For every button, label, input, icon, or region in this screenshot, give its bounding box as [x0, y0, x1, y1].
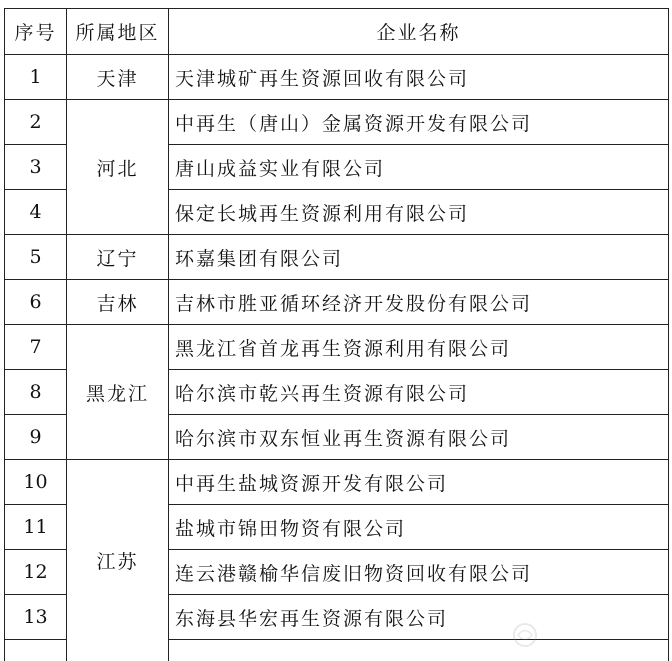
enterprise-table — [4, 8, 669, 661]
row-company-name: 保定长城再生资源利用有限公司 — [169, 190, 669, 235]
row-company-name: 唐山成益实业有限公司 — [169, 145, 669, 190]
table-row — [5, 460, 669, 505]
row-region: 天津 — [67, 55, 169, 100]
row-company-name-empty — [169, 640, 669, 661]
header-index: 序号 — [5, 9, 67, 55]
row-company-name: 连云港赣榆华信废旧物资回收有限公司 — [169, 550, 669, 595]
row-index: 13 — [5, 595, 67, 640]
row-index: 1 — [5, 55, 67, 100]
row-company-name: 环嘉集团有限公司 — [169, 235, 669, 280]
row-index: 4 — [5, 190, 67, 235]
table-row — [5, 235, 669, 280]
row-index: 2 — [5, 100, 67, 145]
header-name: 企业名称 — [169, 9, 669, 55]
row-company-name: 东海县华宏再生资源有限公司 — [169, 595, 669, 640]
row-region: 黑龙江 — [67, 325, 169, 460]
enterprise-table-container — [4, 8, 669, 661]
row-region: 江苏 — [67, 460, 169, 661]
table-row — [5, 100, 669, 145]
row-company-name: 中再生盐城资源开发有限公司 — [169, 460, 669, 505]
table-row — [5, 280, 669, 325]
row-region: 辽宁 — [67, 235, 169, 280]
table-row — [5, 325, 669, 370]
row-index: 11 — [5, 505, 67, 550]
row-index: 7 — [5, 325, 67, 370]
row-index: 5 — [5, 235, 67, 280]
row-company-name: 哈尔滨市双东恒业再生资源有限公司 — [169, 415, 669, 460]
row-index: 10 — [5, 460, 67, 505]
row-company-name: 黑龙江省首龙再生资源利用有限公司 — [169, 325, 669, 370]
row-index: 6 — [5, 280, 67, 325]
table-header-row — [5, 9, 669, 55]
row-company-name: 吉林市胜亚循环经济开发股份有限公司 — [169, 280, 669, 325]
watermark-icon — [508, 620, 542, 650]
row-index: 8 — [5, 370, 67, 415]
row-region: 吉林 — [67, 280, 169, 325]
table-row — [5, 55, 669, 100]
row-region: 河北 — [67, 100, 169, 235]
row-index: 12 — [5, 550, 67, 595]
header-region: 所属地区 — [67, 9, 169, 55]
row-index: 9 — [5, 415, 67, 460]
row-company-name: 哈尔滨市乾兴再生资源有限公司 — [169, 370, 669, 415]
row-company-name: 盐城市锦田物资有限公司 — [169, 505, 669, 550]
row-index: 3 — [5, 145, 67, 190]
row-company-name: 中再生（唐山）金属资源开发有限公司 — [169, 100, 669, 145]
row-company-name: 天津城矿再生资源回收有限公司 — [169, 55, 669, 100]
row-index-empty — [5, 640, 67, 661]
